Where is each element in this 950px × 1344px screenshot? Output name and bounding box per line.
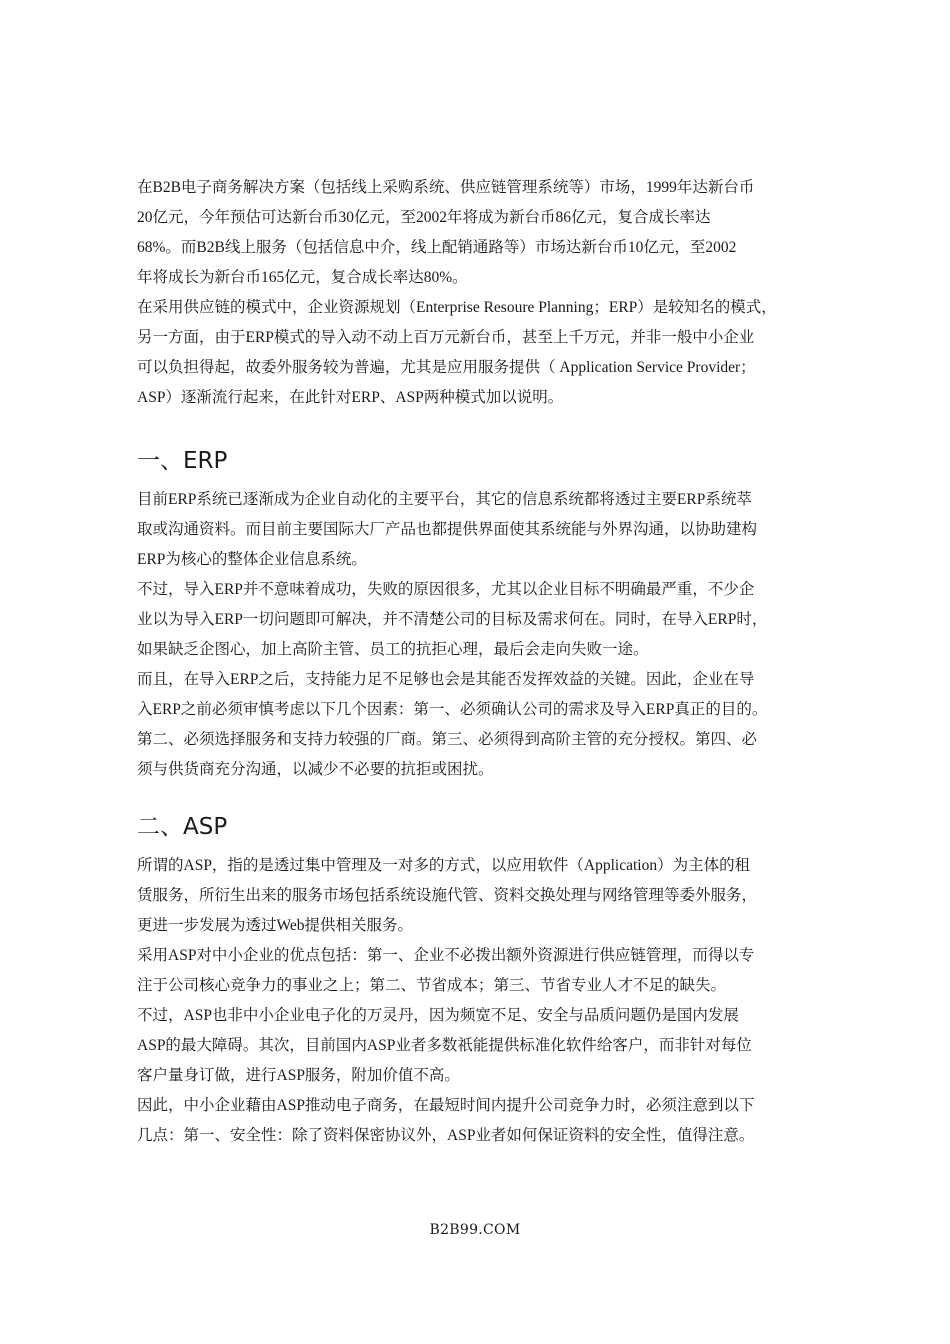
text-line: 采用ASP对中小企业的优点包括：第一、企业不必拨出额外资源进行供应链管理，而得以专	[137, 947, 755, 964]
text-line: 如果缺乏企图心，加上高阶主管、员工的抗拒心理，最后会走向失败一途。	[137, 641, 649, 658]
section-heading-asp: 二、ASP	[137, 814, 228, 840]
text-line: 而且，在导入ERP之后，支持能力足不足够也会是其能否发挥效益的关键。因此，企业在导	[137, 671, 755, 688]
text-line: 在B2B电子商务解决方案（包括线上采购系统、供应链管理系统等）市场，1999年达新台币	[137, 179, 755, 196]
text-line: 另一方面，由于ERP模式的导入动不动上百万元新台币，甚至上千万元，并非一般中小企业	[137, 329, 755, 346]
asp-paragraph-1	[137, 851, 827, 941]
erp-paragraph-1	[137, 485, 827, 575]
text-line: 入ERP之前必须审慎考虑以下几个因素：第一、必须确认公司的需求及导入ERP真正的目的。	[137, 701, 768, 718]
text-line: 注于公司核心竞争力的事业之上；第二、节省成本；第三、节省专业人才不足的缺失。	[137, 977, 727, 994]
text-line: 所谓的ASP，指的是透过集中管理及一对多的方式，以应用软件（Application）为主体的租	[137, 857, 751, 874]
text-line: 不过，ASP也非中小企业电子化的万灵丹，因为频宽不足、安全与品质问题仍是国内发展	[137, 1007, 739, 1024]
intro-paragraph-2	[137, 293, 827, 413]
text-line: 68%。而B2B线上服务（包括信息中介，线上配销通路等）市场达新台币10亿元，至2002	[137, 239, 737, 256]
text-line: 因此，中小企业藉由ASP推动电子商务，在最短时间内提升公司竞争力时，必须注意到以下	[137, 1097, 755, 1114]
text-line: 第二、必须选择服务和支持力较强的厂商。第三、必须得到高阶主管的充分授权。第四、必	[137, 731, 758, 748]
asp-paragraph-2	[137, 941, 827, 1001]
text-line: 业以为导入ERP一切问题即可解决，并不清楚公司的目标及需求何在。同时，在导入ERP时，	[137, 611, 768, 628]
text-line: 不过，导入ERP并不意味着成功，失败的原因很多，尤其以企业目标不明确最严重，不少企	[137, 581, 755, 598]
text-line: 几点：第一、安全性：除了资料保密协议外，ASP业者如何保证资料的安全性，值得注意。	[137, 1127, 755, 1144]
asp-paragraph-4	[137, 1091, 827, 1151]
asp-paragraph-3	[137, 1001, 827, 1091]
section-heading-erp: 一、ERP	[137, 448, 228, 474]
text-line: 须与供货商充分沟通，以减少不必要的抗拒或困扰。	[137, 761, 494, 778]
text-line: 客户量身订做，进行ASP服务，附加价值不高。	[137, 1067, 460, 1084]
page-footer: B2B99.COM	[429, 1222, 521, 1238]
text-line: ERP为核心的整体企业信息系统。	[137, 551, 367, 568]
text-line: ASP的最大障碍。其次，目前国内ASP业者多数祇能提供标准化软件给客户，而非针对每位	[137, 1037, 752, 1054]
erp-paragraph-2	[137, 575, 827, 665]
text-line: 可以负担得起，故委外服务较为普遍，尤其是应用服务提供（ Application Service Provider；	[137, 359, 756, 376]
text-line: 20亿元，今年预估可达新台币30亿元，至2002年将成为新台币86亿元，复合成长率达	[137, 209, 711, 226]
text-line: 目前ERP系统已逐渐成为企业自动化的主要平台，其它的信息系统都将透过主要ERP系统萃	[137, 491, 752, 508]
text-line: 年将成长为新台币165亿元，复合成长率达80%。	[137, 269, 468, 286]
text-line: 取或沟通资料。而目前主要国际大厂产品也都提供界面使其系统能与外界沟通，以协助建构	[137, 521, 758, 538]
text-line: 赁服务，所衍生出来的服务市场包括系统设施代管、资料交换处理与网络管理等委外服务，	[137, 887, 758, 904]
intro-paragraph-1	[137, 173, 827, 293]
erp-paragraph-3	[137, 665, 827, 785]
text-line: 在采用供应链的模式中，企业资源规划（Enterprise Resoure Planning；ERP）是较知名的模式，	[137, 299, 777, 316]
text-line: ASP）逐渐流行起来，在此针对ERP、ASP两种模式加以说明。	[137, 389, 564, 406]
text-line: 更进一步发展为透过Web提供相关服务。	[137, 917, 414, 934]
document-body	[137, 173, 827, 1151]
